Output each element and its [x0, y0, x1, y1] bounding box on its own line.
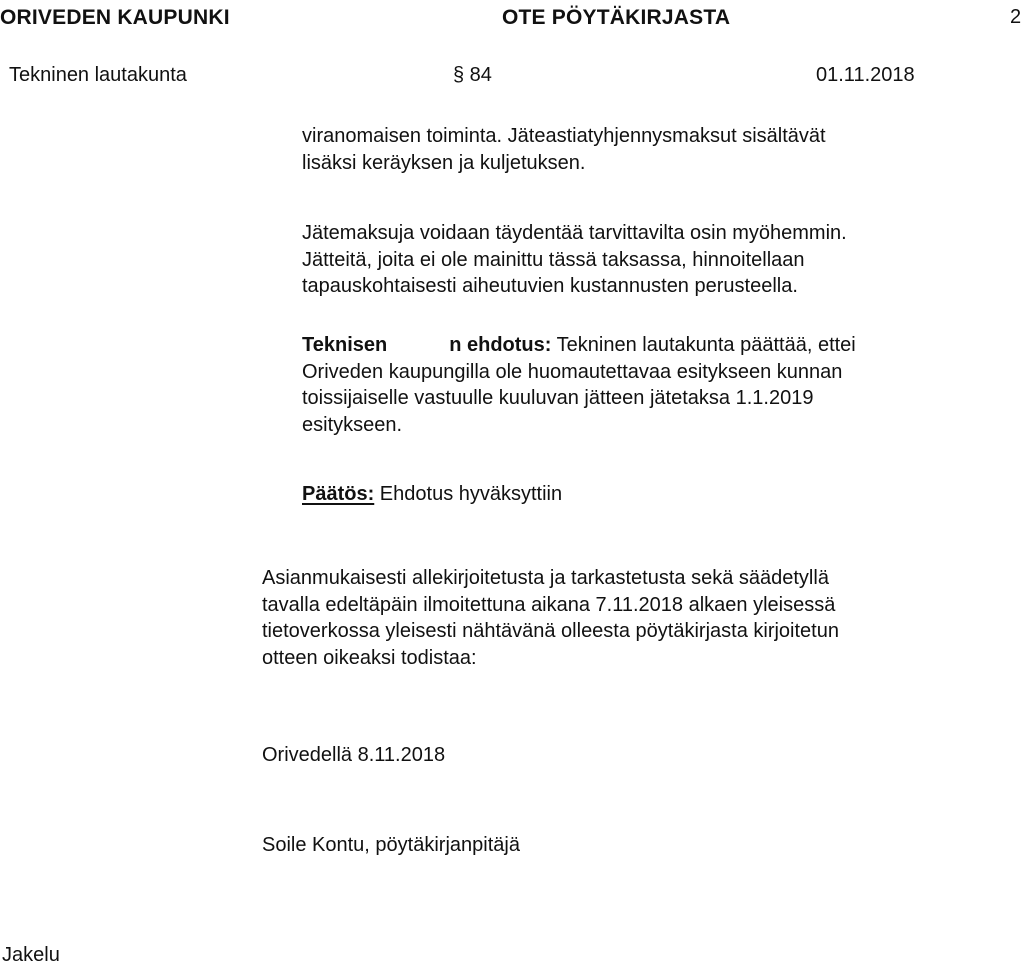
- paragraph-line: viranomaisen toiminta. Jäteastiatyhjennysmaksut sisältävät: [302, 125, 826, 147]
- proposal-line: toissijaiselle vastuulle kuuluvan jätteen jätetaksa 1.1.2019: [302, 387, 814, 409]
- paragraph-line: Jätteitä, joita ei ole mainittu tässä taksassa, hinnoitellaan: [302, 248, 805, 271]
- paragraph-line: tapauskohtaisesti aiheutuvien kustannusten perusteella.: [302, 275, 798, 297]
- certification-line: tietoverkossa yleisesti nähtävänä olleesta pöytäkirjasta kirjoitetun: [262, 620, 839, 642]
- organization-name: ORIVEDEN KAUPUNKI: [0, 6, 230, 29]
- decision-label: Päätös:: [302, 483, 375, 505]
- proposal-line: esitykseen.: [302, 413, 403, 436]
- document-type: OTE PÖYTÄKIRJASTA: [502, 6, 731, 29]
- decision-text: Ehdotus hyväksyttiin: [374, 483, 563, 505]
- paragraph-waste-fees: [302, 123, 826, 176]
- proposal-text: Tekninen lautakunta päättää, ettei: [551, 334, 856, 356]
- proposal-label-part1: Teknisen: [302, 334, 388, 356]
- paragraph-line: lisäksi keräyksen ja kuljetuksen.: [302, 151, 586, 174]
- paragraph-line: Jätemaksuja voidaan täydentää tarvittavilta osin myöhemmin.: [302, 222, 847, 244]
- meeting-date: 01.11.2018: [816, 64, 915, 86]
- certification-line: Asianmukaisesti allekirjoitetusta ja tarkastetusta sekä säädetyllä: [262, 567, 829, 589]
- committee-name: Tekninen lautakunta: [9, 64, 187, 86]
- certification-line: tavalla edeltäpäin ilmoitettuna aikana 7.11.2018 alkaen yleisessä: [262, 593, 836, 616]
- distribution-label: Jakelu: [2, 944, 60, 966]
- place-and-date: Orivedellä 8.11.2018: [262, 744, 446, 766]
- certification-line: otteen oikeaksi todistaa:: [262, 646, 477, 669]
- page-number: 2: [1010, 6, 1022, 28]
- proposal-label-part2: n ehdotus:: [449, 334, 552, 356]
- certification-text: [262, 565, 839, 671]
- section-number: § 84: [453, 64, 492, 86]
- proposal-line: Oriveden kaupungilla ole huomautettavaa esitykseen kunnan: [302, 360, 843, 383]
- decision-section: [302, 481, 562, 508]
- proposal-first-line: [302, 332, 856, 359]
- signatory: Soile Kontu, pöytäkirjanpitäjä: [262, 834, 520, 856]
- paragraph-supplementary-fees: [302, 220, 847, 300]
- proposal-section: [302, 332, 856, 438]
